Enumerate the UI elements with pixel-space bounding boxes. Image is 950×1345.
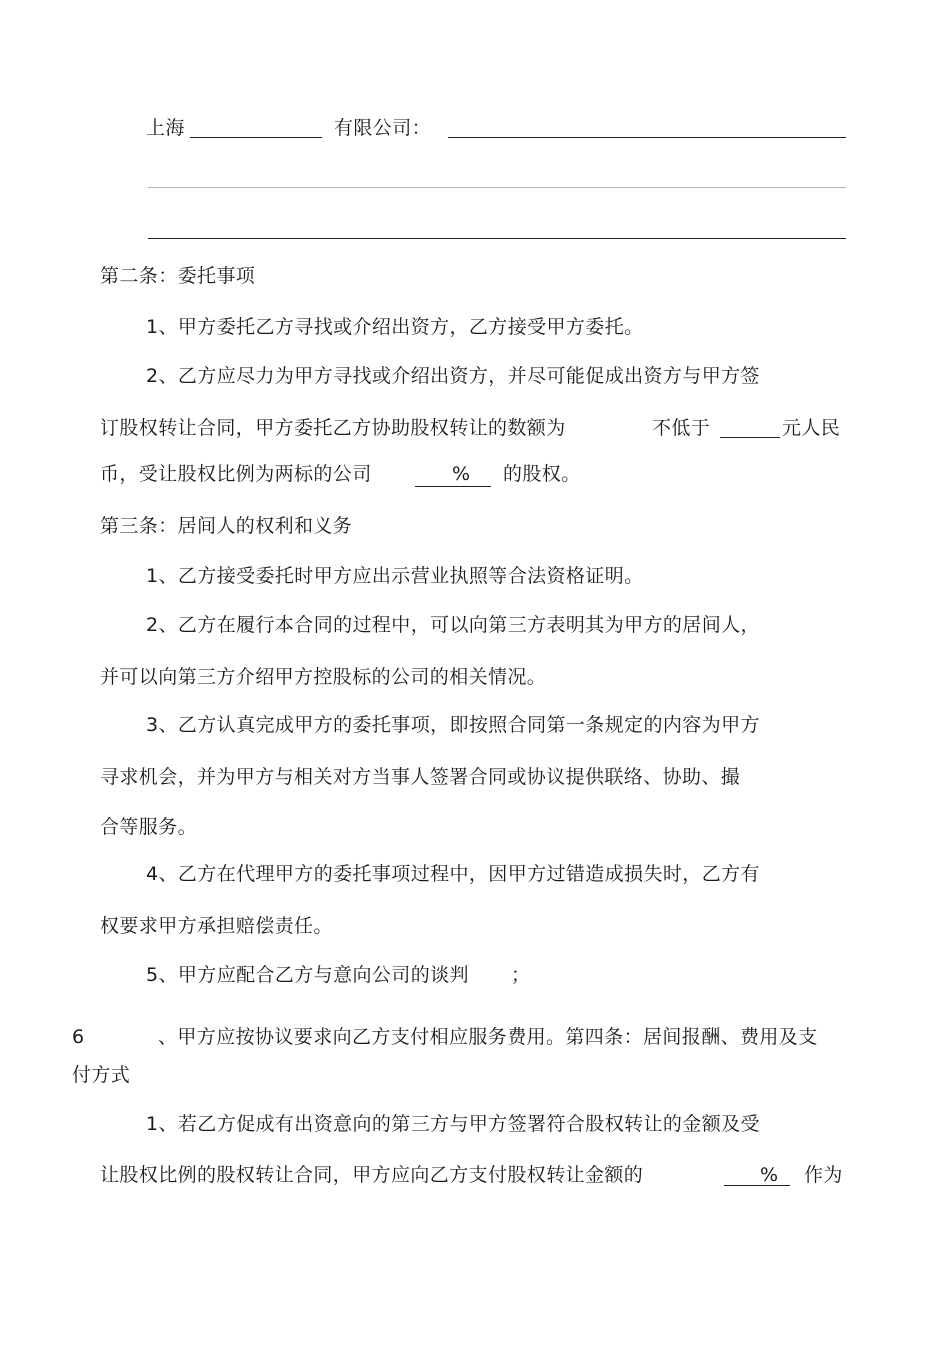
header-company-blank: [190, 137, 322, 138]
article-3-item-6-text: 、甲方应按协议要求向乙方支付相应服务费用。第四条：居间报酬、费用及支: [158, 1026, 818, 1048]
article-2-item-2-line-1: 2、乙方应尽力为甲方寻找或介绍出资方，并尽可能促成出资方与甲方签: [146, 365, 760, 387]
header-prefix: 上海: [146, 117, 185, 139]
article-2-item-2-line-2c: 元人民: [782, 417, 841, 439]
article-4-item-1-line-1: 1、若乙方促成有出资意向的第三方与甲方签署符合股权转让的金额及受: [146, 1113, 760, 1135]
header-company-suffix: 有限公司：: [334, 117, 432, 139]
article-2-item-2-line-2b: 不低于: [652, 417, 711, 439]
article-2-title: 第二条：委托事项: [100, 265, 256, 287]
share-percent-blank: [415, 486, 491, 487]
article-2-item-2-line-3a: 币，受让股权比例为两标的公司: [100, 463, 372, 485]
article-3-item-5: 5、甲方应配合乙方与意向公司的谈判: [146, 964, 469, 986]
article-3-item-6-number: 6: [72, 1026, 85, 1048]
article-3-item-3-line-3: 合等服务。: [100, 816, 198, 838]
article-4-item-1-line-2a: 让股权比例的股权转让合同，甲方应向乙方支付股权转让金额的: [100, 1164, 644, 1186]
article-3-item-4-line-1: 4、乙方在代理甲方的委托事项过程中，因甲方过错造成损失时，乙方有: [146, 863, 760, 885]
fee-percent: %: [760, 1164, 779, 1186]
article-3-item-2-line-2: 并可以向第三方介绍甲方控股标的公司的相关情况。: [100, 666, 547, 688]
article-3-item-3-line-2: 寻求机会，并为甲方与相关对方当事人签署合同或协议提供联络、协助、撮: [100, 766, 741, 788]
article-2-item-1: 1、甲方委托乙方寻找或介绍出资方，乙方接受甲方委托。: [146, 316, 644, 338]
article-4-item-1-line-2b: 作为: [804, 1164, 843, 1186]
header-address-blank: [448, 137, 846, 138]
article-3-item-4-line-2: 权要求甲方承担赔偿责任。: [100, 915, 333, 937]
amount-blank: [720, 437, 780, 438]
article-3-item-2-line-1: 2、乙方在履行本合同的过程中，可以向第三方表明其为甲方的居间人，: [146, 614, 760, 636]
article-3-item-3-line-1: 3、乙方认真完成甲方的委托事项，即按照合同第一条规定的内容为甲方: [146, 714, 760, 736]
article-2-item-2-line-3b: 的股权。: [503, 463, 581, 485]
article-3-item-6-line-2: 付方式: [72, 1064, 131, 1086]
fee-percent-blank: [724, 1185, 790, 1186]
article-2-item-2-line-2a: 订股权转让合同，甲方委托乙方协助股权转让的数额为: [100, 417, 566, 439]
article-3-title: 第三条：居间人的权利和义务: [100, 515, 353, 537]
share-percent: %: [452, 463, 471, 485]
blank-line-2: [148, 238, 846, 239]
blank-line-1: [148, 187, 846, 188]
article-3-item-5-end: ；: [511, 964, 531, 986]
article-3-item-1: 1、乙方接受委托时甲方应出示营业执照等合法资格证明。: [146, 565, 644, 587]
